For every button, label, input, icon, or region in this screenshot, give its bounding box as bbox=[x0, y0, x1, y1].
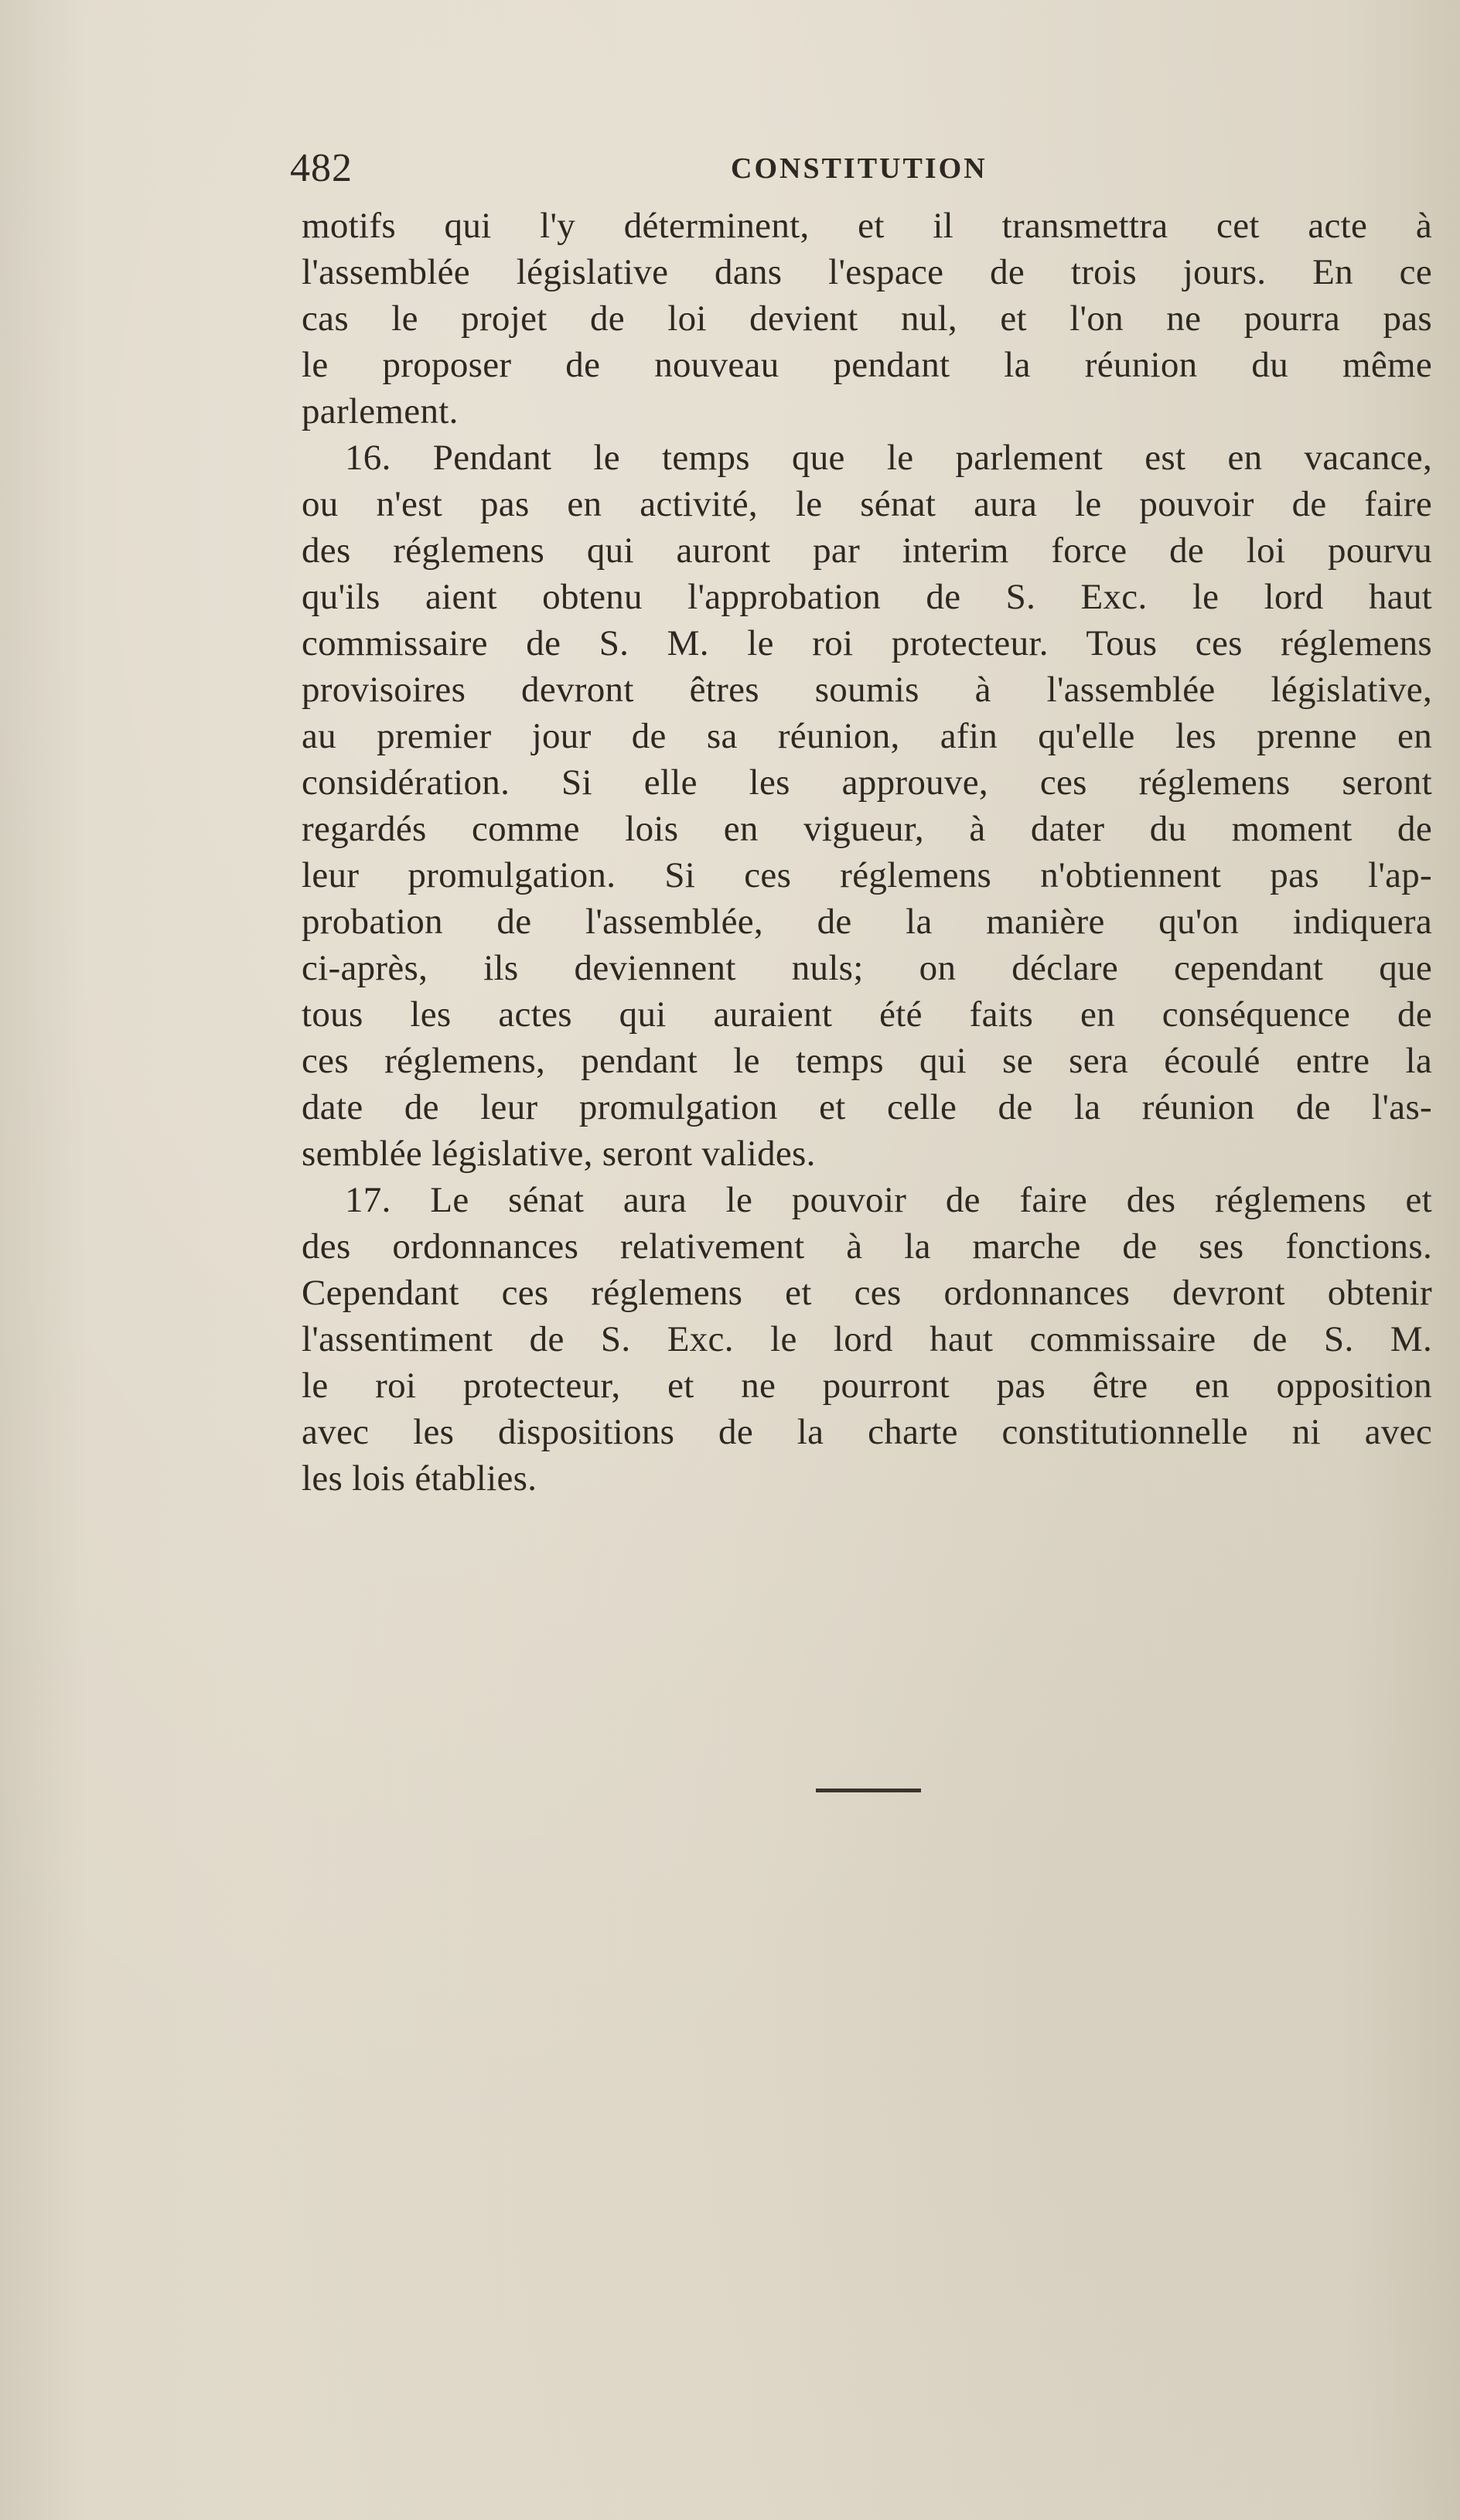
text-line: ces réglemens, pendant le temps qui se sera écoulé entre la bbox=[302, 1041, 1432, 1081]
running-head bbox=[290, 145, 1434, 199]
text-line: le roi protecteur, et ne pourront pas être en opposition bbox=[302, 1366, 1432, 1406]
text-line: semblée législative, seront valides. bbox=[302, 1134, 816, 1174]
text-line: des réglemens qui auront par interim force de loi pourvu bbox=[302, 530, 1432, 571]
section-end-rule bbox=[816, 1789, 921, 1792]
article-17-first-line: 17. Le sénat aura le pouvoir de faire des réglemens et bbox=[345, 1180, 1432, 1220]
text-line: le proposer de nouveau pendant la réunion du même bbox=[302, 345, 1432, 385]
text-line: des ordonnances relativement à la marche de ses fonctions. bbox=[302, 1226, 1432, 1267]
text-line: parlement. bbox=[302, 391, 459, 431]
running-title: CONSTITUTION bbox=[731, 152, 988, 185]
text-line: probation de l'assemblée, de la manière qu'on indiquera bbox=[302, 902, 1432, 942]
text-line: tous les actes qui auraient été faits en conséquence de bbox=[302, 994, 1432, 1035]
text-line: regardés comme lois en vigueur, à dater du moment de bbox=[302, 809, 1432, 849]
text-line: considération. Si elle les approuve, ces réglemens seront bbox=[302, 762, 1432, 803]
text-line: ou n'est pas en activité, le sénat aura le pouvoir de faire bbox=[302, 484, 1432, 524]
text-line: provisoires devront êtres soumis à l'assemblée législative, bbox=[302, 670, 1432, 710]
text-line: avec les dispositions de la charte constitutionnelle ni avec bbox=[302, 1412, 1432, 1452]
text-line: les lois établies. bbox=[302, 1458, 537, 1499]
text-line: date de leur promulgation et celle de la réunion de l'as- bbox=[302, 1087, 1432, 1127]
text-line: qu'ils aient obtenu l'approbation de S. Exc. le lord haut bbox=[302, 577, 1432, 617]
text-line: l'assentiment de S. Exc. le lord haut commissaire de S. M. bbox=[302, 1319, 1432, 1359]
page-number: 482 bbox=[290, 146, 353, 190]
text-line: commissaire de S. M. le roi protecteur. Tous ces réglemens bbox=[302, 623, 1432, 663]
text-line: ci-après, ils deviennent nuls; on déclare cependant que bbox=[302, 948, 1432, 988]
body-text bbox=[302, 203, 1432, 1502]
text-line: leur promulgation. Si ces réglemens n'obtiennent pas l'ap- bbox=[302, 855, 1432, 895]
article-16-first-line: 16. Pendant le temps que le parlement est en vacance, bbox=[345, 438, 1432, 478]
text-line: motifs qui l'y déterminent, et il transmettra cet acte à bbox=[302, 206, 1432, 246]
text-line: l'assemblée législative dans l'espace de trois jours. En ce bbox=[302, 252, 1432, 292]
text-line: cas le projet de loi devient nul, et l'on ne pourra pas bbox=[302, 298, 1432, 339]
text-line: Cependant ces réglemens et ces ordonnances devront obtenir bbox=[302, 1273, 1432, 1313]
text-line: au premier jour de sa réunion, afin qu'elle les prenne en bbox=[302, 716, 1432, 756]
